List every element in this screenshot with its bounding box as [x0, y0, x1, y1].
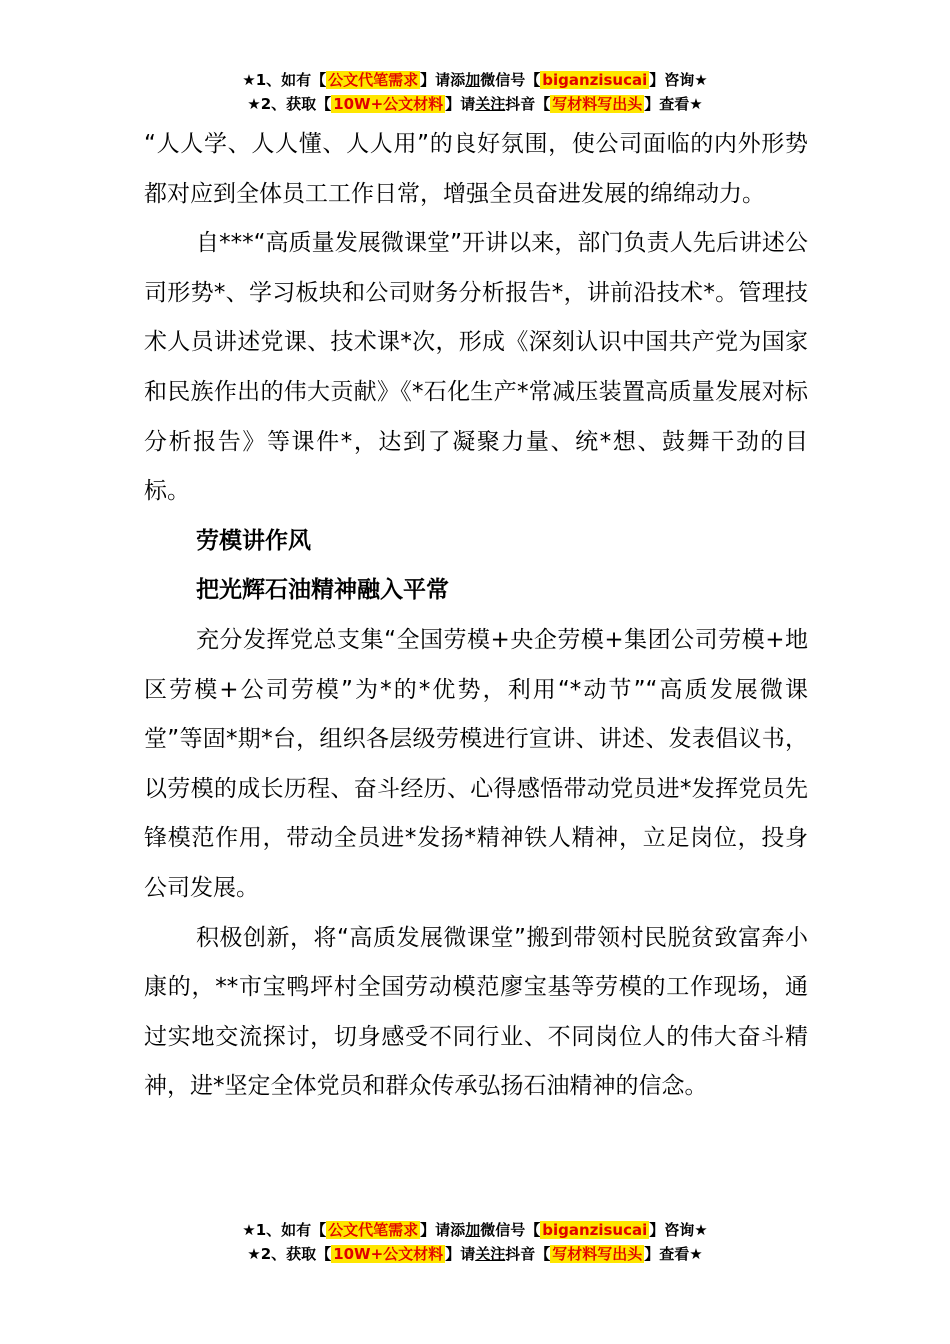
promo-banner-top [0, 68, 950, 116]
banner-text: ★2、获取【 [247, 1245, 332, 1263]
banner-text: 】请添 [420, 71, 466, 89]
banner-text: 】请添 [420, 1221, 466, 1239]
section-heading: 劳模讲作风 [196, 527, 311, 554]
body-paragraph: 自***“高质量发展微课堂”开讲以来，部门负责人先后讲述公司形势*、学习板块和公司财务分析报告*，讲前沿技术*。管理技术人员讲述党课、技术课*次，形成《深刻认识中国共产党为国家和民族作出的伟大贡献》《*石化生产*常减压装置高质量发展对标分析报告》等课件*，达到了凝聚力量、统*想、鼓舞干劲的目标。 [144, 230, 808, 505]
banner-text: 】咨询★ [649, 1221, 708, 1239]
highlight-service: 公文代笔需求 [328, 71, 419, 89]
banner-text: ★2、获取【 [247, 95, 332, 113]
promo-banner-bottom [0, 1218, 950, 1266]
banner-text: ★1、如有【 [242, 1221, 327, 1239]
underlined-text: 关注 [475, 95, 506, 113]
highlight-wechat-id: biganzisucai [542, 71, 648, 89]
banner-line-2 [0, 1242, 950, 1266]
body-paragraph: “人人学、人人懂、人人用”的良好氛围，使公司面临的内外形势都对应到全体员工工作日常，增强全员奋进发展的绵绵动力。 [144, 131, 808, 207]
banner-text: 抖音【 [505, 1245, 551, 1263]
banner-text: 抖音【 [505, 95, 551, 113]
section-subheading: 把光辉石油精神融入平常 [196, 577, 449, 604]
banner-text: ★1、如有【 [242, 71, 327, 89]
document-body [144, 120, 808, 1112]
highlight-materials: 10W+公文材料 [333, 1245, 444, 1263]
body-paragraph: 充分发挥党总支集“全国劳模+央企劳模+集团公司劳模+地区劳模+公司劳模”为*的*优势，利用“*动节”“高质发展微课堂”等固*期*台，组织各层级劳模进行宣讲、讲述、发表倡议书，以劳模的成长历程、奋斗经历、心得感悟带动党员进*发挥党员先锋模范作用，带动全员进*发扬*精神铁人精神，立足岗位，投身公司发展。 [144, 626, 808, 901]
banner-text: 】请 [445, 95, 476, 113]
banner-line-1 [0, 1218, 950, 1242]
highlight-douyin: 写材料写出头 [552, 95, 643, 113]
banner-text: 】咨询★ [649, 71, 708, 89]
banner-line-2 [0, 92, 950, 116]
highlight-wechat-id: biganzisucai [542, 1221, 648, 1239]
underlined-text: 加 [465, 1221, 481, 1239]
underlined-text: 关注 [475, 1245, 506, 1263]
banner-text: 】查看★ [644, 95, 703, 113]
banner-text: 】请 [445, 1245, 476, 1263]
highlight-douyin: 写材料写出头 [552, 1245, 643, 1263]
underlined-text: 加 [465, 71, 481, 89]
highlight-service: 公文代笔需求 [328, 1221, 419, 1239]
banner-text: 微信号【 [480, 1221, 541, 1239]
banner-text: 微信号【 [480, 71, 541, 89]
banner-text: 】查看★ [644, 1245, 703, 1263]
highlight-materials: 10W+公文材料 [333, 95, 444, 113]
banner-line-1 [0, 68, 950, 92]
body-paragraph: 积极创新，将“高质发展微课堂”搬到带领村民脱贫致富奔小康的，**市宝鸭坪村全国劳动模范廖宝基等劳模的工作现场，通过实地交流探讨，切身感受不同行业、不同岗位人的伟大奋斗精神，进*坚定全体党员和群众传承弘扬石油精神的信念。 [144, 924, 808, 1100]
